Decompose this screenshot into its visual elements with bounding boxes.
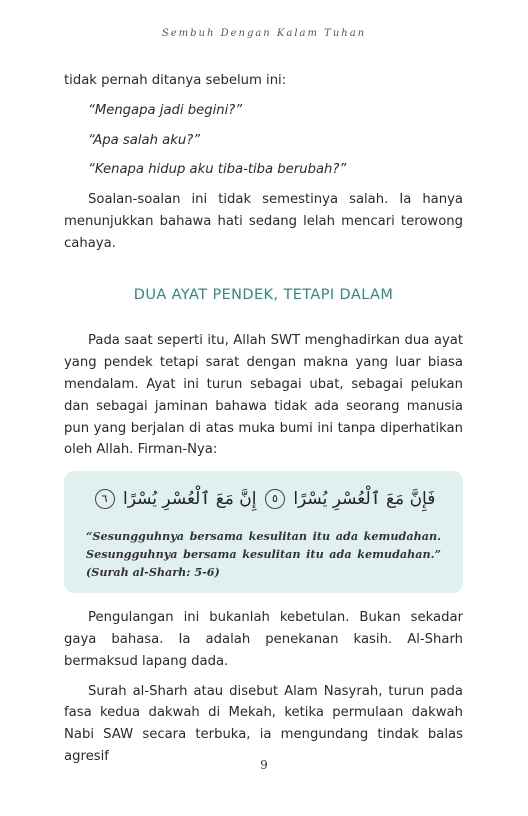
paragraph-repetition: Pengulangan ini bukanlah kebetulan. Bukan sekadar gaya bahasa. Ia adalah penekanan kasih. Al-Sharh bermaksud lapang dada. (64, 610, 463, 669)
arabic-verse (86, 479, 441, 519)
ayah-number-5: ٥ (265, 489, 285, 509)
running-header: Sembuh Dengan Kalam Tuhan (161, 28, 367, 39)
question-2: “Apa salah aku?” (88, 132, 201, 148)
arabic-verse-part-1: فَإِنَّ مَعَ ٱلْعُسْرِ يُسْرًا (293, 489, 436, 510)
paragraph-section-intro: Pada saat seperti itu, Allah SWT menghadirkan dua ayat yang pendek tetapi sarat dengan makna yang luar biasa mendalam. Ayat ini turun sebagai ubat, sebagai pelukan dan sebagai jaminan bahawa tidak ada seorang manusia pun yang berjalan di atas muka bumi ini tanpa diperhatikan oleh Allah. Firman-Nya: (64, 333, 463, 458)
verse-box (64, 471, 463, 593)
ayah-number-6: ٦ (95, 489, 115, 509)
intro-paragraph: tidak pernah ditanya sebelum ini: (64, 73, 287, 88)
page-content (64, 70, 463, 776)
question-1: “Mengapa jadi begini?” (88, 102, 243, 118)
page-number: 9 (260, 758, 268, 772)
verse-translation: “Sesungguhnya bersama kesulitan itu ada kemudahan. Sesungguhnya bersama kesulitan itu ada kemudahan.” (Surah al-Sharh: 5-6) (86, 529, 441, 580)
question-3: “Kenapa hidup aku tiba-tiba berubah?” (88, 162, 347, 178)
paragraph-questions-comment: Soalan-soalan ini tidak semestinya salah. Ia hanya menunjukkan bahawa hati sedang lelah mencari terowong cahaya. (64, 192, 463, 251)
arabic-verse-part-2: إِنَّ مَعَ ٱلْعُسْرِ يُسْرًا (123, 489, 257, 510)
section-heading: DUA AYAT PENDEK, TETAPI DALAM (133, 286, 394, 303)
paragraph-surah-context: Surah al-Sharh atau disebut Alam Nasyrah, turun pada fasa kedua dakwah di Mekah, ketika permulaan dakwah Nabi SAW secara terbuka, ia mengundang tindak balas agresif (64, 683, 463, 764)
